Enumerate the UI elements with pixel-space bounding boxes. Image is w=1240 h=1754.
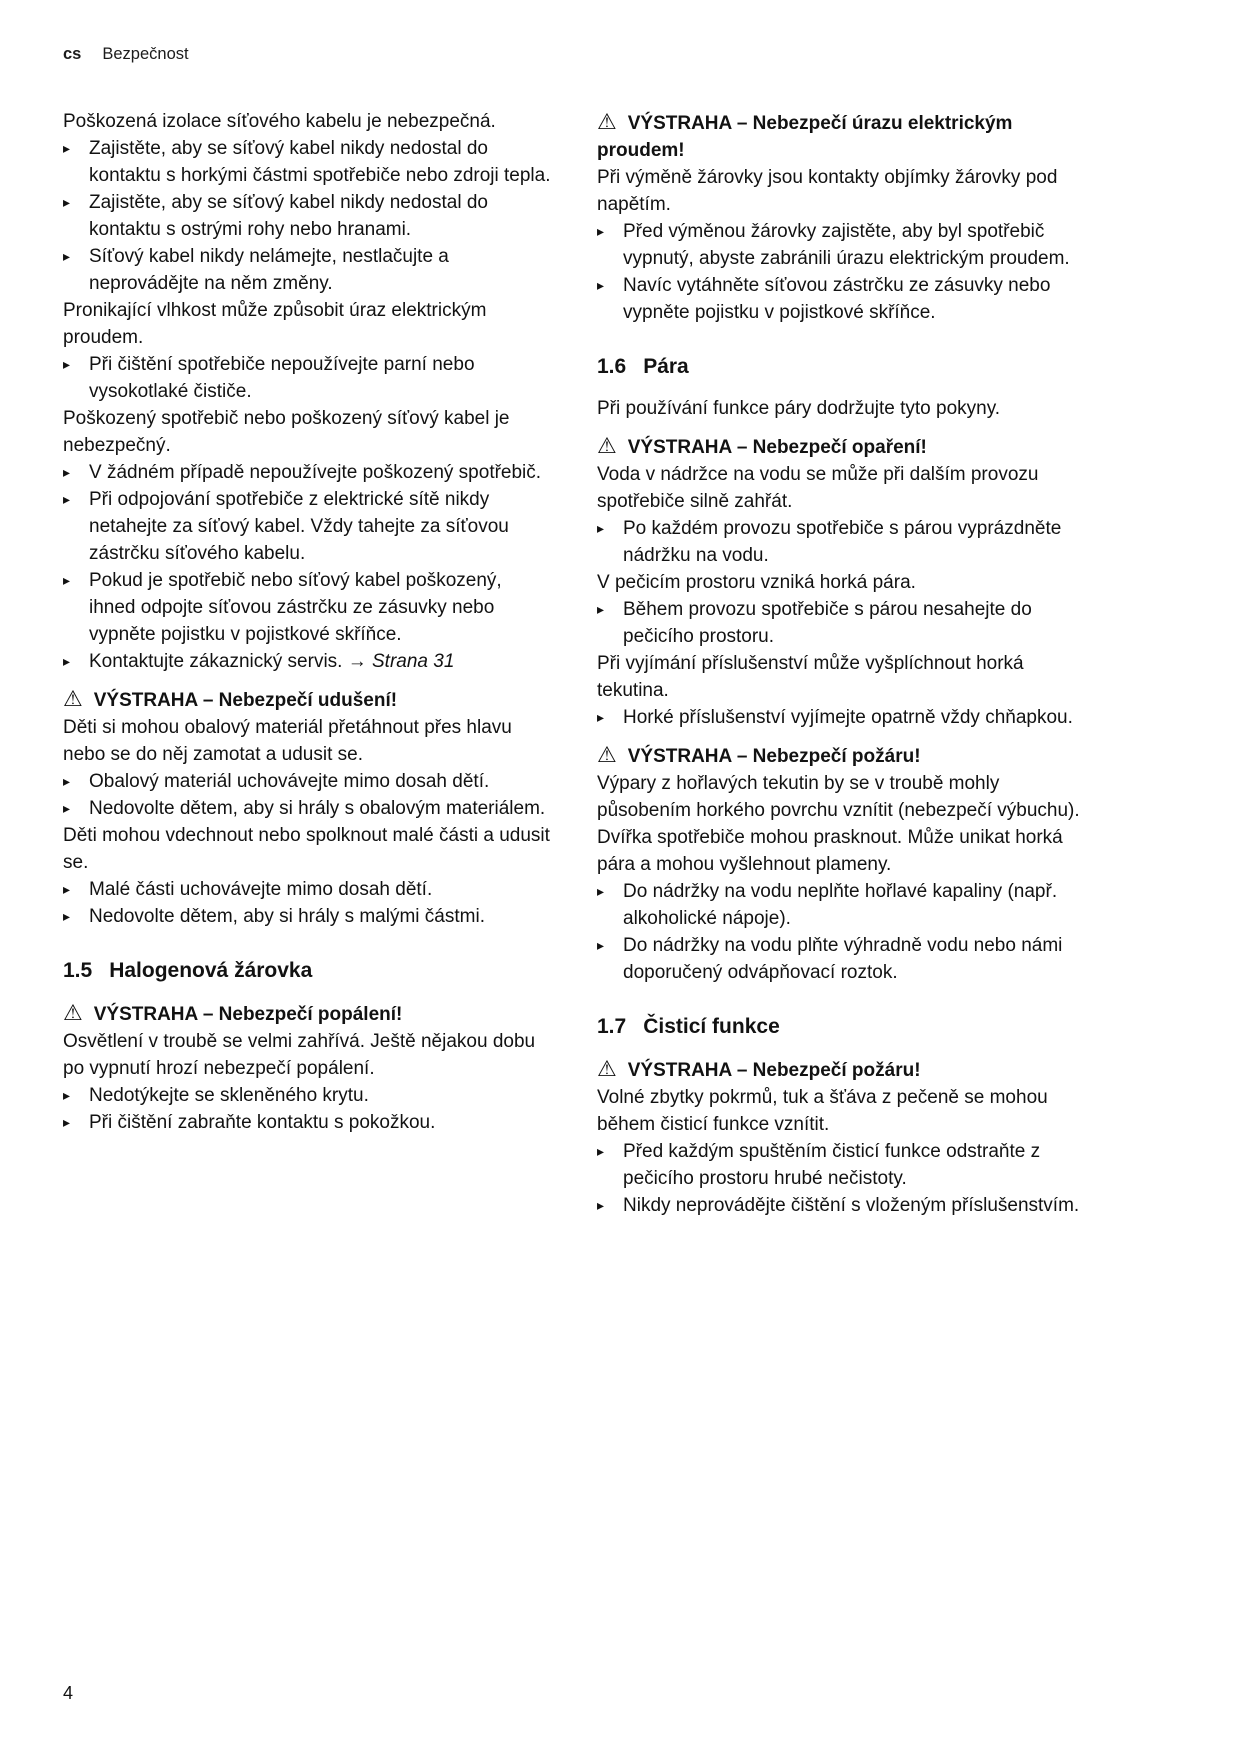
warning-triangle-icon: ⚠ bbox=[597, 433, 617, 458]
warning-heading-text: VÝSTRAHA – Nebezpečí požáru! bbox=[627, 1060, 921, 1081]
list-item-text: Při čištění spotřebiče nepoužívejte parní nebo vysokotlaké čističe. bbox=[89, 354, 475, 402]
bullet-triangle-icon: ▸ bbox=[597, 601, 605, 617]
list-item bbox=[63, 243, 551, 297]
bullet-triangle-icon: ▸ bbox=[597, 520, 605, 536]
bullet-triangle-icon: ▸ bbox=[63, 1114, 71, 1130]
page-reference: → Strana 31 bbox=[347, 651, 455, 672]
page-footer bbox=[63, 1682, 73, 1704]
list-item-text: Nedotýkejte se skleněného krytu. bbox=[89, 1085, 369, 1106]
list-item bbox=[597, 596, 1085, 650]
chapter-title: Bezpečnost bbox=[102, 45, 189, 63]
warning-triangle-icon: ⚠ bbox=[597, 109, 617, 134]
section-title: Pára bbox=[643, 355, 689, 378]
bullet-triangle-icon: ▸ bbox=[597, 1143, 605, 1159]
list-item bbox=[597, 878, 1085, 932]
section-number: 1.5 bbox=[63, 959, 93, 982]
bullet-triangle-icon: ▸ bbox=[597, 937, 605, 953]
list-item bbox=[63, 903, 551, 930]
list-item bbox=[63, 795, 551, 822]
column-left bbox=[63, 108, 551, 1136]
bullet-triangle-icon: ▸ bbox=[597, 1197, 605, 1213]
list-item bbox=[597, 218, 1085, 272]
list-item bbox=[63, 768, 551, 795]
list-item-text: Pokud je spotřebič nebo síťový kabel poškozený, ihned odpojte síťovou zástrčku ze zásuvky nebo vypněte pojistku v pojistkové skříňce. bbox=[89, 570, 502, 645]
bullet-triangle-icon: ▸ bbox=[63, 653, 71, 669]
list-item bbox=[597, 515, 1085, 569]
bullet-triangle-icon: ▸ bbox=[63, 194, 71, 210]
list-item-text: Zajistěte, aby se síťový kabel nikdy nedostal do kontaktu s ostrými rohy nebo hranami. bbox=[89, 192, 488, 240]
paragraph: Při používání funkce páry dodržujte tyto pokyny. bbox=[597, 398, 1001, 419]
content-columns bbox=[63, 108, 1084, 1219]
list-item bbox=[63, 1109, 551, 1136]
list-item bbox=[597, 1192, 1085, 1219]
list-item-text: Během provozu spotřebiče s párou nesahejte do pečicího prostoru. bbox=[623, 599, 1032, 647]
list-item bbox=[63, 351, 551, 405]
paragraph: Voda v nádržce na vodu se může při dalším provozu spotřebiče silně zahřát. bbox=[597, 464, 1039, 512]
paragraph: Pronikající vlhkost může způsobit úraz elektrickým proudem. bbox=[63, 300, 487, 348]
section-heading bbox=[63, 957, 551, 984]
section-title: Halogenová žárovka bbox=[109, 959, 313, 982]
bullet-triangle-icon: ▸ bbox=[597, 883, 605, 899]
list-item bbox=[597, 932, 1085, 986]
paragraph: Při výměně žárovky jsou kontakty objímky žárovky pod napětím. bbox=[597, 167, 1058, 215]
list-item-text: Před výměnou žárovky zajistěte, aby byl spotřebič vypnutý, abyste zabránili úrazu elektrickým proudem. bbox=[623, 221, 1070, 269]
section-number: 1.6 bbox=[597, 355, 627, 378]
bullet-triangle-icon: ▸ bbox=[63, 491, 71, 507]
list-item bbox=[63, 486, 551, 567]
section-heading bbox=[597, 353, 1085, 380]
page-header bbox=[63, 44, 1084, 64]
bullet-triangle-icon: ▸ bbox=[63, 1087, 71, 1103]
bullet-triangle-icon: ▸ bbox=[63, 464, 71, 480]
warning-triangle-icon: ⚠ bbox=[597, 742, 617, 767]
list-item bbox=[63, 567, 551, 648]
warning-heading-text: VÝSTRAHA – Nebezpečí udušení! bbox=[93, 690, 398, 711]
warning-triangle-icon: ⚠ bbox=[63, 686, 83, 711]
warning-heading bbox=[63, 999, 551, 1028]
list-item bbox=[597, 272, 1085, 326]
list-item-text: Při čištění zabraňte kontaktu s pokožkou. bbox=[89, 1112, 436, 1133]
bullet-triangle-icon: ▸ bbox=[63, 773, 71, 789]
bullet-triangle-icon: ▸ bbox=[63, 908, 71, 924]
bullet-triangle-icon: ▸ bbox=[63, 248, 71, 264]
list-item-text: Nikdy neprovádějte čištění s vloženým příslušenstvím. bbox=[623, 1195, 1080, 1216]
bullet-triangle-icon: ▸ bbox=[597, 223, 605, 239]
paragraph: Volné zbytky pokrmů, tuk a šťáva z pečeně se mohou během čisticí funkce vznítit. bbox=[597, 1087, 1048, 1135]
list-item-text: Nedovolte dětem, aby si hrály s obalovým materiálem. bbox=[89, 798, 546, 819]
bullet-triangle-icon: ▸ bbox=[63, 356, 71, 372]
list-item bbox=[597, 1138, 1085, 1192]
warning-triangle-icon: ⚠ bbox=[63, 1000, 83, 1025]
paragraph: Osvětlení v troubě se velmi zahřívá. Ještě nějakou dobu po vypnutí hrozí nebezpečí popálení. bbox=[63, 1031, 536, 1079]
column-right bbox=[597, 108, 1085, 1219]
list-item bbox=[63, 1082, 551, 1109]
list-item-text: Při odpojování spotřebiče z elektrické sítě nikdy netahejte za síťový kabel. Vždy tahejte za síťovou zástrčku síťového kabelu. bbox=[89, 489, 509, 564]
paragraph: Děti si mohou obalový materiál přetáhnout přes hlavu nebo se do něj zamotat a udusit se. bbox=[63, 717, 512, 765]
paragraph: Při vyjímání příslušenství může vyšplíchnout horká tekutina. bbox=[597, 653, 1024, 701]
paragraph: Poškozený spotřebič nebo poškozený síťový kabel je nebezpečný. bbox=[63, 408, 510, 456]
language-code: cs bbox=[63, 45, 82, 63]
list-item bbox=[63, 189, 551, 243]
warning-triangle-icon: ⚠ bbox=[597, 1056, 617, 1081]
warning-heading-text: VÝSTRAHA – Nebezpečí požáru! bbox=[627, 746, 921, 767]
list-item-text: Do nádržky na vodu neplňte hořlavé kapaliny (např. alkoholické nápoje). bbox=[623, 881, 1058, 929]
bullet-triangle-icon: ▸ bbox=[63, 881, 71, 897]
bullet-triangle-icon: ▸ bbox=[63, 800, 71, 816]
page-number: 4 bbox=[63, 1683, 74, 1703]
warning-heading bbox=[597, 741, 1085, 770]
bullet-triangle-icon: ▸ bbox=[597, 277, 605, 293]
paragraph: Děti mohou vdechnout nebo spolknout malé části a udusit se. bbox=[63, 825, 550, 873]
list-item-text: V žádném případě nepoužívejte poškozený spotřebič. bbox=[89, 462, 542, 483]
paragraph: Poškozená izolace síťového kabelu je nebezpečná. bbox=[63, 111, 496, 132]
warning-heading-text: VÝSTRAHA – Nebezpečí úrazu elektrickým proudem! bbox=[597, 113, 1013, 161]
bullet-triangle-icon: ▸ bbox=[63, 140, 71, 156]
list-item bbox=[63, 459, 551, 486]
warning-heading bbox=[597, 108, 1085, 164]
bullet-triangle-icon: ▸ bbox=[63, 572, 71, 588]
list-item-text: Do nádržky na vodu plňte výhradně vodu nebo námi doporučený odvápňovací roztok. bbox=[623, 935, 1063, 983]
list-item-text: Malé části uchovávejte mimo dosah dětí. bbox=[89, 879, 433, 900]
list-item-text: Před každým spuštěním čisticí funkce odstraňte z pečicího prostoru hrubé nečistoty. bbox=[623, 1141, 1041, 1189]
list-item-text: Zajistěte, aby se síťový kabel nikdy nedostal do kontaktu s horkými částmi spotřebiče nebo zdroji tepla. bbox=[89, 138, 551, 186]
warning-heading bbox=[597, 432, 1085, 461]
list-item-text: Obalový materiál uchovávejte mimo dosah dětí. bbox=[89, 771, 490, 792]
warning-heading bbox=[597, 1055, 1085, 1084]
list-item-text: Po každém provozu spotřebiče s párou vyprázdněte nádržku na vodu. bbox=[623, 518, 1062, 566]
paragraph: Výpary z hořlavých tekutin by se v troubě mohly působením horkého povrchu vznítit (nebezpečí výbuchu). Dvířka spotřebiče mohou prasknout. Může unikat horká pára a mohou vyšlehnout plameny. bbox=[597, 773, 1080, 875]
list-item bbox=[63, 876, 551, 903]
paragraph: V pečicím prostoru vzniká horká pára. bbox=[597, 572, 916, 593]
list-item-text: Kontaktujte zákaznický servis. → Strana 31 bbox=[89, 651, 455, 672]
list-item-text: Síťový kabel nikdy nelámejte, nestlačujte a neprovádějte na něm změny. bbox=[89, 246, 449, 294]
list-item bbox=[597, 704, 1085, 731]
section-title: Čisticí funkce bbox=[643, 1015, 780, 1038]
section-heading bbox=[597, 1013, 1085, 1040]
bullet-triangle-icon: ▸ bbox=[597, 709, 605, 725]
list-item bbox=[63, 135, 551, 189]
warning-heading-text: VÝSTRAHA – Nebezpečí popálení! bbox=[93, 1004, 403, 1025]
list-item-text: Nedovolte dětem, aby si hrály s malými částmi. bbox=[89, 906, 485, 927]
section-number: 1.7 bbox=[597, 1015, 627, 1038]
list-item-text: Navíc vytáhněte síťovou zástrčku ze zásuvky nebo vypněte pojistku v pojistkové skříňce. bbox=[623, 275, 1051, 323]
list-item-text: Horké příslušenství vyjímejte opatrně vždy chňapkou. bbox=[623, 707, 1073, 728]
warning-heading bbox=[63, 685, 551, 714]
warning-heading-text: VÝSTRAHA – Nebezpečí opaření! bbox=[627, 437, 927, 458]
list-item bbox=[63, 648, 551, 675]
